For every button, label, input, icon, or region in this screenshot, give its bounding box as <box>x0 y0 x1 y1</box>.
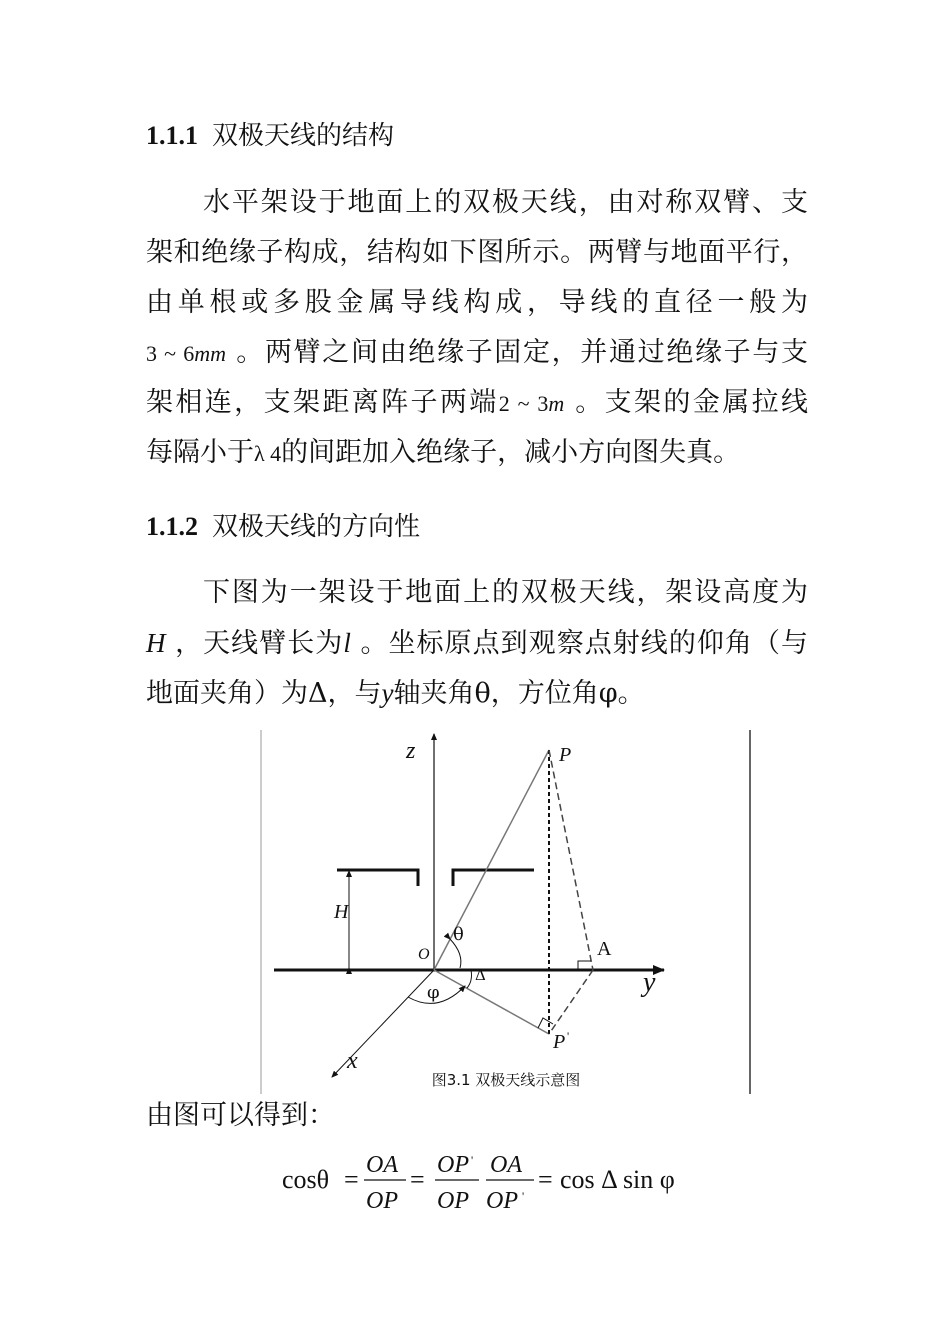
section-title: 双极天线的结构 <box>212 121 395 151</box>
label-theta: θ <box>453 924 464 945</box>
text-line: 每隔小于λ 4的间距加入绝缘子，减小方向图失真。 <box>146 437 741 468</box>
section-heading-1-1-2 <box>146 506 420 543</box>
formula-den-op: OP <box>437 1188 469 1214</box>
formula-eq-1: = <box>344 1165 359 1194</box>
label-prime-mark: ' <box>567 1029 570 1043</box>
figure-caption: 图3.1 双极天线示意图 <box>431 1071 581 1089</box>
paragraph-directivity <box>146 568 808 718</box>
label-x: x <box>347 1048 358 1074</box>
label-o: O <box>418 946 430 963</box>
label-a: A <box>597 938 612 960</box>
formula-cos-theta-lhs: cosθ <box>282 1165 330 1194</box>
section-number: 1.1.1 <box>146 121 198 150</box>
text-line: 3 ~ 6mm 。两臂之间由绝缘子固定，并通过绝缘子与支 <box>146 337 808 368</box>
text-line: 架和绝缘子构成，结构如下图所示。两臂与地面平行， <box>146 237 808 268</box>
text-line: 下图为一架设于地面上的双极天线，架设高度为 <box>203 577 808 608</box>
formula-num-op-prime: OP <box>437 1152 469 1178</box>
section-heading-1-1-1 <box>146 115 394 152</box>
label-phi: φ <box>427 982 440 1003</box>
right-angle-pprime <box>538 1018 553 1028</box>
text-line: 水平架设于地面上的双极天线，由对称双臂、支 <box>203 187 808 218</box>
text-line: H ，天线臂长为l 。坐标原点到观察点射线的仰角（与 <box>146 628 808 659</box>
formula-num-oa-2: OA <box>490 1152 522 1178</box>
dash-a-pprime <box>549 970 593 1034</box>
text-line: 架相连，支架距离阵子两端2 ~ 3m 。支架的金属拉线 <box>146 387 808 418</box>
formula-cos-theta <box>276 1138 696 1218</box>
formula-den-op-prime: OP <box>486 1188 518 1214</box>
formula-rhs: cos Δ sin φ <box>560 1165 675 1194</box>
angle-delta-arc <box>467 970 472 988</box>
lead-in-text: 由图可以得到： <box>146 1100 335 1131</box>
formula-den-op: OP <box>366 1188 398 1214</box>
dash-p-a <box>549 750 593 970</box>
ray-op <box>434 750 549 970</box>
formula-prime-1: ' <box>471 1153 474 1167</box>
text-line: 由单根或多股金属导线构成，导线的直径一般为 <box>146 287 808 318</box>
dipole-arm-right <box>453 870 534 886</box>
dipole-antenna-diagram <box>260 728 752 1096</box>
label-p-prime: P <box>553 1031 566 1053</box>
ray-op-prime <box>434 970 549 1034</box>
label-y: y <box>643 967 656 998</box>
formula-num-oa: OA <box>366 1152 398 1178</box>
paragraph-structure <box>146 178 808 478</box>
formula-eq-2: = <box>410 1165 425 1194</box>
formula-eq-3: = <box>538 1165 553 1194</box>
label-p: P <box>559 744 572 766</box>
formula-prime-2: ' <box>522 1189 525 1203</box>
section-title: 双极天线的方向性 <box>212 512 421 542</box>
text-line: 地面夹角）为Δ，与y轴夹角θ，方位角φ。 <box>146 678 645 709</box>
label-z: z <box>406 738 416 764</box>
label-delta: Δ <box>475 966 486 984</box>
label-h: H <box>334 901 349 923</box>
section-number: 1.1.2 <box>146 512 198 541</box>
